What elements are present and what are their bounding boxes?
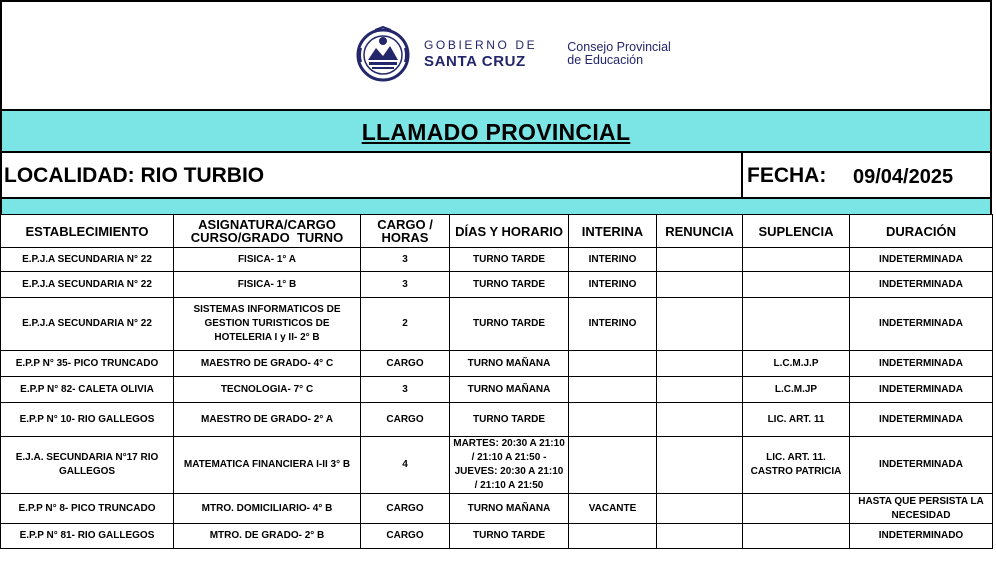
cell-dias: TURNO TARDE xyxy=(450,298,569,351)
cell-dias: TURNO MAÑANA xyxy=(450,377,569,403)
cell-establecimiento: E.P.P N° 35- PICO TRUNCADO xyxy=(1,351,174,377)
table-row xyxy=(1,494,993,524)
cell-renuncia xyxy=(657,524,743,549)
consejo-line-2: de Educación xyxy=(567,53,644,67)
cell-establecimiento: E.P.P N° 10- RIO GALLEGOS xyxy=(1,403,174,437)
cell-suplencia xyxy=(743,248,850,272)
localidad-label: LOCALIDAD: RIO TURBIO xyxy=(4,164,265,187)
col-establecimiento: ESTABLECIMIENTO xyxy=(1,215,174,248)
fecha-value: 09/04/2025 xyxy=(853,166,954,188)
cell-renuncia xyxy=(657,272,743,298)
cell-duracion: INDETERMINADA xyxy=(850,298,993,351)
cell-dias: TURNO TARDE xyxy=(450,248,569,272)
cell-cargo: 3 xyxy=(361,272,450,298)
cell-duracion: INDETERMINADA xyxy=(850,272,993,298)
cell-asignatura: TECNOLOGIA- 7° C xyxy=(174,377,361,403)
cell-cargo: CARGO xyxy=(361,351,450,377)
fecha-label: FECHA: xyxy=(747,164,827,187)
cell-asignatura: MAESTRO DE GRADO- 2° A xyxy=(174,403,361,437)
provincial-seal-icon xyxy=(356,26,410,82)
cell-establecimiento: E.P.P N° 82- CALETA OLIVIA xyxy=(1,377,174,403)
table-row xyxy=(1,248,993,272)
cell-renuncia xyxy=(657,494,743,524)
government-logo xyxy=(356,24,671,84)
cell-asignatura: SISTEMAS INFORMATICOS DE GESTION TURISTICOS DE HOTELERIA I y II- 2° B xyxy=(174,298,361,351)
gov-line-2: SANTA CRUZ xyxy=(424,53,526,70)
cell-dias: TURNO TARDE xyxy=(450,403,569,437)
table-row xyxy=(1,437,993,494)
cell-interina: INTERINO xyxy=(569,248,657,272)
cell-duracion: INDETERMINADA xyxy=(850,248,993,272)
cell-suplencia: LIC. ART. 11 xyxy=(743,403,850,437)
col-cargo-horas xyxy=(361,215,450,248)
col-dias-horario: DÍAS Y HORARIO xyxy=(450,215,569,248)
cell-renuncia xyxy=(657,351,743,377)
col-renuncia: RENUNCIA xyxy=(657,215,743,248)
cell-suplencia: L.C.M.J.P xyxy=(743,351,850,377)
cell-cargo: 3 xyxy=(361,248,450,272)
cell-suplencia: LIC. ART. 11. CASTRO PATRICIA xyxy=(743,437,850,494)
cell-interina: VACANTE xyxy=(569,494,657,524)
cell-dias: TURNO TARDE xyxy=(450,524,569,549)
table-header-row xyxy=(1,215,993,248)
cell-cargo: CARGO xyxy=(361,494,450,524)
cell-asignatura: MTRO. DOMICILIARIO- 4° B xyxy=(174,494,361,524)
cell-renuncia xyxy=(657,403,743,437)
cell-asignatura: FISICA- 1° A xyxy=(174,248,361,272)
col-cargo-line-2: HORAS xyxy=(381,230,429,245)
table-row xyxy=(1,524,993,549)
cell-dias: TURNO MAÑANA xyxy=(450,351,569,377)
gov-line-1: GOBIERNO DE xyxy=(424,38,538,52)
col-asignatura-line-1: ASIGNATURA/CARGO xyxy=(198,217,336,232)
cell-suplencia: L.C.M.JP xyxy=(743,377,850,403)
separator-band xyxy=(0,199,992,214)
consejo-name xyxy=(567,41,671,67)
table-row xyxy=(1,272,993,298)
cell-duracion: INDETERMINADO xyxy=(850,524,993,549)
cell-establecimiento: E.P.P N° 8- PICO TRUNCADO xyxy=(1,494,174,524)
cell-renuncia xyxy=(657,248,743,272)
consejo-line-1: Consejo Provincial xyxy=(567,40,671,54)
cell-renuncia xyxy=(657,298,743,351)
cell-renuncia xyxy=(657,377,743,403)
cell-asignatura: MAESTRO DE GRADO- 4° C xyxy=(174,351,361,377)
col-duracion: DURACIÓN xyxy=(850,215,993,248)
cell-interina xyxy=(569,403,657,437)
table-row xyxy=(1,377,993,403)
llamado-table xyxy=(0,214,993,549)
cell-interina xyxy=(569,437,657,494)
cell-suplencia xyxy=(743,524,850,549)
header-logo-block xyxy=(0,0,992,111)
cell-asignatura: MTRO. DE GRADO- 2° B xyxy=(174,524,361,549)
col-asignatura xyxy=(174,215,361,248)
cell-dias: MARTES: 20:30 A 21:10 / 21:10 A 21:50 - JUEVES: 20:30 A 21:10 / 21:10 A 21:50 xyxy=(450,437,569,494)
cell-duracion: INDETERMINADA xyxy=(850,403,993,437)
cell-establecimiento: E.J.A. SECUNDARIA N°17 RIO GALLEGOS xyxy=(1,437,174,494)
cell-interina: INTERINO xyxy=(569,272,657,298)
cell-cargo: 2 xyxy=(361,298,450,351)
col-suplencia: SUPLENCIA xyxy=(743,215,850,248)
localidad-row xyxy=(0,151,992,199)
cell-cargo: CARGO xyxy=(361,403,450,437)
title-band xyxy=(0,111,992,151)
cell-interina: INTERINO xyxy=(569,298,657,351)
cell-dias: TURNO TARDE xyxy=(450,272,569,298)
cell-renuncia xyxy=(657,437,743,494)
col-asignatura-line-2: CURSO/GRADO TURNO xyxy=(190,230,344,245)
cell-interina xyxy=(569,377,657,403)
cell-asignatura: MATEMATICA FINANCIERA I-II 3° B xyxy=(174,437,361,494)
table-row xyxy=(1,298,993,351)
cell-interina xyxy=(569,351,657,377)
cell-duracion: INDETERMINADA xyxy=(850,377,993,403)
cell-asignatura: FISICA- 1° B xyxy=(174,272,361,298)
cell-duracion: INDETERMINADA xyxy=(850,351,993,377)
cell-cargo: 3 xyxy=(361,377,450,403)
cell-establecimiento: E.P.P N° 81- RIO GALLEGOS xyxy=(1,524,174,549)
cell-cargo: 4 xyxy=(361,437,450,494)
cell-duracion: INDETERMINADA xyxy=(850,437,993,494)
cell-establecimiento: E.P.J.A SECUNDARIA N° 22 xyxy=(1,298,174,351)
cell-establecimiento: E.P.J.A SECUNDARIA N° 22 xyxy=(1,248,174,272)
cell-dias: TURNO MAÑANA xyxy=(450,494,569,524)
cell-suplencia xyxy=(743,494,850,524)
col-cargo-line-1: CARGO / xyxy=(377,217,433,232)
page-title: LLAMADO PROVINCIAL xyxy=(361,119,631,145)
cell-duracion: HASTA QUE PERSISTA LA NECESIDAD xyxy=(850,494,993,524)
col-interina: INTERINA xyxy=(569,215,657,248)
cell-establecimiento: E.P.J.A SECUNDARIA N° 22 xyxy=(1,272,174,298)
government-name xyxy=(424,39,537,69)
cell-suplencia xyxy=(743,272,850,298)
table-row xyxy=(1,351,993,377)
cell-interina xyxy=(569,524,657,549)
table-row xyxy=(1,403,993,437)
localidad-divider xyxy=(741,153,743,197)
cell-cargo: CARGO xyxy=(361,524,450,549)
cell-suplencia xyxy=(743,298,850,351)
